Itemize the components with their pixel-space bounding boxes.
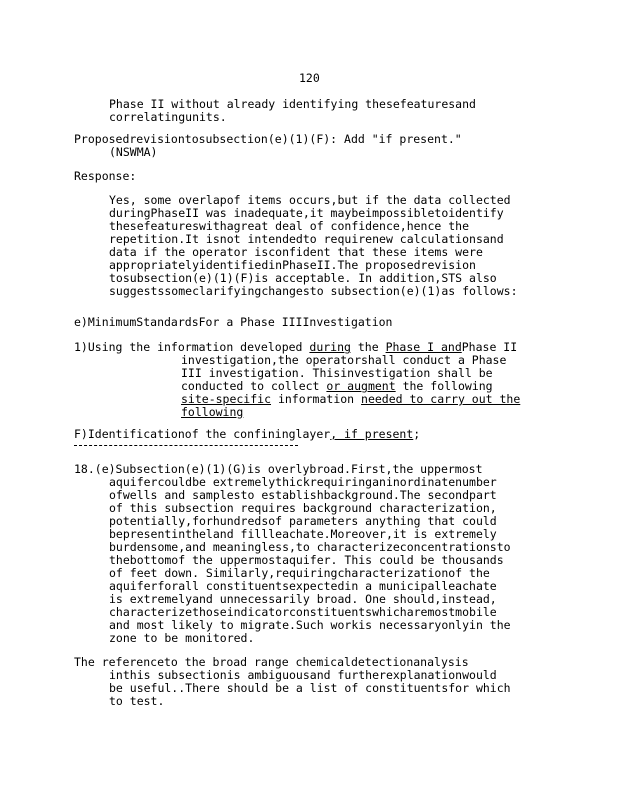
item-18-line: 18.(e)Subsection(e)(1)(G)is overlybroad.First,the uppermost [74, 462, 483, 476]
closing-line: to test. [109, 694, 165, 708]
intro-line-1: Phase II without already identifying thesefeaturesand [109, 97, 476, 111]
response-line: repetition.It isnot intendedto requirenew calculationsand [109, 232, 504, 246]
response-line: suggestssomeclarifyingchangesto subsection(e)(1)as follows: [109, 284, 518, 298]
item-18-line: zone to be monitored. [109, 631, 255, 645]
item-18-line: aquifercouldbe extremelythickrequiringaninordinatenumber [109, 475, 497, 489]
item-18-line: potentially,forhundredsof parameters anything that could [109, 514, 497, 528]
closing-line: inthis subsectionis ambiguousand furtherexplanationwould [109, 668, 497, 682]
item-1-line-6: following [181, 405, 244, 419]
item-1-line-4: conducted to collect or augment the following [181, 379, 493, 393]
section-e-heading: e)MinimumStandardsFor a Phase IIIInvestigation [74, 315, 393, 329]
page-number: 120 [299, 71, 320, 85]
item-1-line-5: site-specific information needed to carry out the [181, 392, 521, 406]
f-identification-line: F)Identificationof the confininglayer, if present; [74, 427, 421, 441]
item-18-line: characterizethoseindicatorconstituentswhicharemostmobile [109, 605, 497, 619]
item-18-line: of feet down. Similarly,requiringcharacterizationof the [109, 566, 490, 580]
item-1-line-2: investigation,the operatorshall conduct a Phase [181, 353, 507, 367]
response-line: data if the operator isconfident that these items were [109, 245, 483, 259]
response-line: tosubsection(e)(1)(F)is acceptable. In addition,STS also [109, 271, 497, 285]
intro-line-2: correlatingunits. [109, 110, 227, 124]
response-line: appropriatelyidentifiedinPhaseII.The proposedrevision [109, 258, 476, 272]
response-line: duringPhaseII was inadequate,it maybeimpossibletoidentify [109, 206, 504, 220]
closing-line: be useful..There should be a list of constituentsfor which [109, 681, 511, 695]
item-18-line: burdensome,and meaningless,to characterizeconcentrationsto [109, 540, 511, 554]
response-label: Response: [74, 169, 137, 183]
item-1-line-1: 1)Using the information developed during the Phase I andPhase II [74, 340, 518, 354]
closing-line: The referenceto the broad range chemicaldetectionanalysis [74, 655, 469, 669]
item-18-line: bepresentintheland fillleachate.Moreover,it is extremely [109, 527, 497, 541]
item-18-line: thebottomof the uppermostaquifer. This could be thousands [109, 553, 504, 567]
response-line: thesefeatureswithagreat deal of confidence,hence the [109, 219, 470, 233]
item-1-line-3: III investigation. Thisinvestigation shall be [181, 366, 493, 380]
item-18-line: ofwells and samplesto establishbackground.The secondpart [109, 488, 497, 502]
proposed-revision-line-2: (NSWMA) [109, 145, 158, 159]
dashed-divider [74, 445, 298, 446]
response-line: Yes, some overlapof items occurs,but if the data collected [109, 193, 511, 207]
item-18-line: of this subsection requires background characterization, [109, 501, 497, 515]
proposed-revision-line-1: Proposedrevisiontosubsection(e)(1)(F): Add "if present." [74, 132, 462, 146]
item-18-line: and most likely to migrate.Such workis necessaryonlyin the [109, 618, 511, 632]
item-18-line: aquiferforall constituentsexpectedin a municipalleachate [109, 579, 497, 593]
item-18-line: is extremelyand unnecessarily broad. One should,instead, [109, 592, 497, 606]
